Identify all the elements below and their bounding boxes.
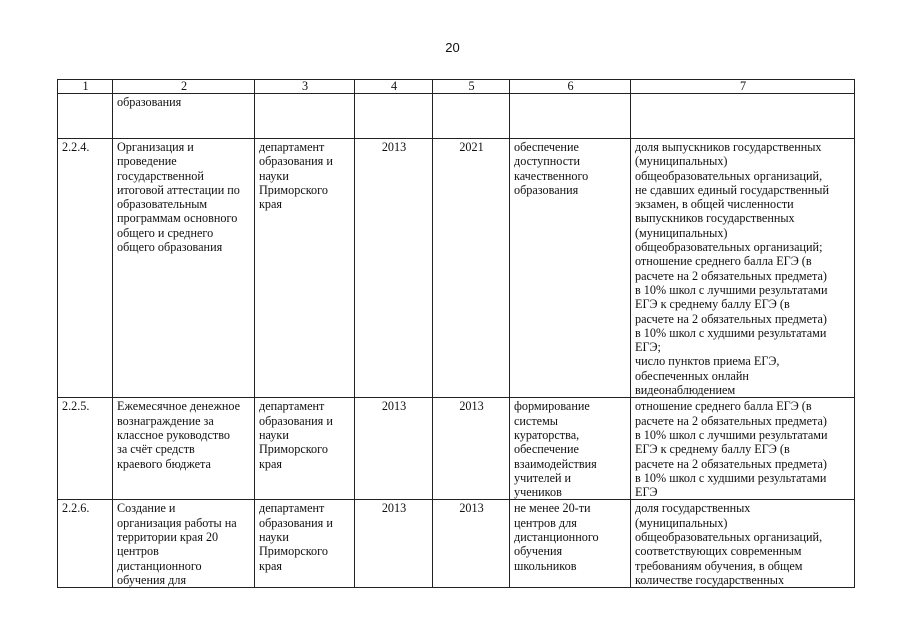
end-year: 2013 bbox=[433, 500, 510, 588]
target-indicator: доля выпускников государственных (муниципальных) общеобразовательных организаций, не сдавших единый государственный экзамен, в общей численности выпускников государственных (муниципальных) общеобразовательных организаций; отношение среднего балла ЕГЭ (в расчете на 2 обязательных предмета) в 10% школ с лучшими результатами ЕГЭ к среднему баллу ЕГЭ (в расчете на 2 обязательных предмета) в 10% школ с худшими результатами ЕГЭ; число пунктов приема ЕГЭ, обеспеченных онлайн видеонаблюдением bbox=[631, 139, 855, 398]
column-header-2: 2 bbox=[113, 80, 255, 94]
page-number: 20 bbox=[445, 40, 460, 55]
expected-result: не менее 20-ти центров для дистанционного обучения школьников bbox=[510, 500, 631, 588]
start-year: 2013 bbox=[355, 398, 433, 500]
start-year: 2013 bbox=[355, 139, 433, 398]
row-number bbox=[58, 94, 113, 139]
end-year: 2021 bbox=[433, 139, 510, 398]
activity-name: Создание и организация работы на территории края 20 центров дистанционного обучения для bbox=[113, 500, 255, 588]
activity-name: образования bbox=[113, 94, 255, 139]
responsible-executor: департамент образования и науки Приморского края bbox=[255, 500, 355, 588]
column-header-6: 6 bbox=[510, 80, 631, 94]
responsible-executor: департамент образования и науки Приморского края bbox=[255, 139, 355, 398]
responsible-executor: департамент образования и науки Приморского края bbox=[255, 398, 355, 500]
row-number: 2.2.5. bbox=[58, 398, 113, 500]
target-indicator: отношение среднего балла ЕГЭ (в расчете на 2 обязательных предмета) в 10% школ с лучшими результатами ЕГЭ к среднему баллу ЕГЭ (в расчете на 2 обязательных предмета) в 10% школ с худшими результатами ЕГЭ bbox=[631, 398, 855, 500]
table-row bbox=[58, 500, 855, 588]
column-header-1: 1 bbox=[58, 80, 113, 94]
start-year: 2013 bbox=[355, 500, 433, 588]
column-header-4: 4 bbox=[355, 80, 433, 94]
row-number: 2.2.6. bbox=[58, 500, 113, 588]
expected-result: обеспечение доступности качественного образования bbox=[510, 139, 631, 398]
header-row bbox=[58, 80, 855, 94]
column-header-5: 5 bbox=[433, 80, 510, 94]
column-header-3: 3 bbox=[255, 80, 355, 94]
column-header-7: 7 bbox=[631, 80, 855, 94]
end-year: 2013 bbox=[433, 398, 510, 500]
table-row bbox=[58, 398, 855, 500]
row-number: 2.2.4. bbox=[58, 139, 113, 398]
target-indicator: доля государственных (муниципальных) общеобразовательных организаций, соответствующих современным требованиям обучения, в общем количестве государственных bbox=[631, 500, 855, 588]
expected-result: формирование системы кураторства, обеспечение взаимодействия учителей и учеников bbox=[510, 398, 631, 500]
target-indicator bbox=[631, 94, 855, 139]
activity-name: Организация и проведение государственной итоговой аттестации по образовательным программам основного общего и среднего общего образования bbox=[113, 139, 255, 398]
start-year bbox=[355, 94, 433, 139]
responsible-executor bbox=[255, 94, 355, 139]
table-row bbox=[58, 139, 855, 398]
activity-name: Ежемесячное денежное вознаграждение за классное руководство за счёт средств краевого бюджета bbox=[113, 398, 255, 500]
table-row bbox=[58, 94, 855, 139]
end-year bbox=[433, 94, 510, 139]
program-table bbox=[57, 79, 855, 588]
expected-result bbox=[510, 94, 631, 139]
